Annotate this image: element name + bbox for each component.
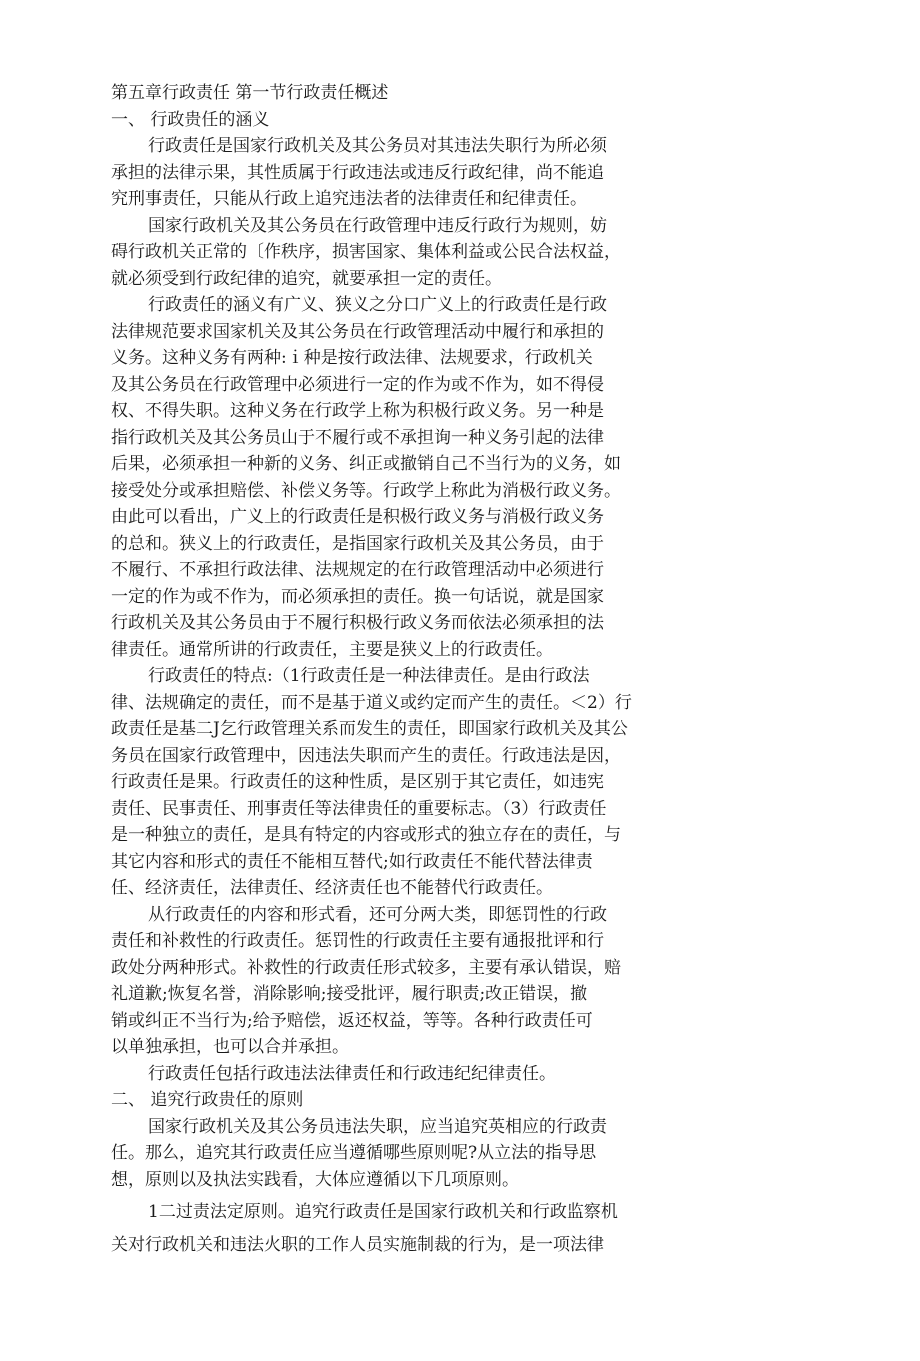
text-line: 行政责任的涵义有广义、狭义之分口广义上的行政责任是行政 [148,295,607,315]
text-line: 国家行政机关及其公务员违法失职，应当追究英相应的行政责 [148,1116,607,1137]
text-line: 一、 行政贵任的涵义 [111,109,270,130]
text-line: 是一种独立的责任，是具有特定的内容或形式的独立存在的责任，与 [111,825,621,845]
text-line: 其它内容和形式的责任不能相互替代;如行政责任不能代替法律责 [111,851,593,872]
text-line: 行政责任的特点:（1行政责任是一种法律责任。是由行政法 [148,666,590,686]
text-line: 1二过责法定原则。追究行政责任是国家行政机关和行政监察机 [148,1202,618,1222]
document-page [111,80,671,1258]
text-line: 国家行政机关及其公务员在行政管理中违反行政行为规则，妨 [148,215,607,236]
text-line: 行政责任是果。行政责任的这种性质，是区别于其它责任，如违宪 [111,772,604,792]
text-line: 碍行政机关正常的〔作秩序，损害国家、集体利益或公民合法权益， [111,242,621,262]
text-line: 二、 追究行政贵任的原则 [111,1090,304,1110]
text-line: 一定的作为或不作为，而必须承担的责任。换一句话说，就是国家 [111,586,604,607]
text-line: 责任、民事责任、刑事责任等法律贵任的重要标志。（3）行政责任 [111,798,607,819]
text-line: 行政机关及其公务员由于不履行积极行政义务而依法必须承担的法 [111,613,604,633]
text-line: 承担的法律示果，其性质属于行政违法或违反行政纪律，尚不能追 [111,162,604,183]
text-line: 究刑事责任，只能从行政上追究违法者的法律责任和纪律责任。 [111,189,587,209]
text-line: 指行政机关及其公务员山于不履行或不承担询一种义务引起的法律 [111,427,604,448]
text-line: 不履行、不承担行政法律、法规规定的在行政管理活动中必须进行 [111,560,604,580]
chapter-title: 第五章行政责任 第一节行政责任概述 [111,83,389,103]
text-line: 以单独承担，也可以合并承担。 [111,1037,349,1057]
text-line: 行政责任是国家行政机关及其公务员对其违法失职行为所必须 [148,136,607,156]
text-line: 任。那么，追究其行政责任应当遵循哪些原则呢?从立法的指导思 [111,1143,597,1163]
text-line: 及其公务员在行政管理中必须进行一定的作为或不作为，如不得侵 [111,374,604,395]
text-line: 务员在国家行政管理中，因违法失职而产生的责任。行政违法是因， [111,745,621,766]
text-line: 由此可以看出，广义上的行政责任是积极行政义务与消极行政义务 [111,507,604,527]
text-line: 行政责任包括行政违法法律责任和行政违纪纪律责任。 [148,1063,556,1084]
text-line: 想，原则以及执法实践看，大体应遵循以下几项原则。 [111,1169,519,1190]
text-line: 就必须受到行政纪律的追究，就要承担一定的责任。 [111,268,502,289]
text-line: 法律规范要求国家机关及其公务员在行政管理活动中履行和承担的 [111,321,604,342]
text-line: 任、经济责任，法律责任、经济责任也不能替代行政责任。 [111,878,553,898]
text-line: 政责任是基二J乞行政管理关系而发生的责任，即国家行政机关及其公 [111,719,628,739]
text-line: 的总和。狭义上的行政责任，是指国家行政机关及其公务员，由于 [111,533,604,554]
text-line: 接受处分或承担赔偿、补偿义务等。行政学上称此为消极行政义务。 [111,480,621,501]
text-line: 后果，必须承担一种新的义务、纠正或撤销自己不当行为的义务，如 [111,454,621,474]
text-line: 责任和补救性的行政责任。惩罚性的行政责任主要有通报批评和行 [111,931,604,951]
text-line: 律责任。通常所讲的行政责任，主要是狭义上的行政责任。 [111,639,553,660]
text-line: 权、不得失职。这种义务在行政学上称为积极行政义务。另一种是 [111,401,604,421]
text-line: 政处分两种形式。补救性的行政责任形式较多，主要有承认错误，赔 [111,957,621,978]
text-line: 义务。这种义务有两种:ｉ种是按行政法律、法规要求，行政机关 [111,348,593,368]
text-line: 关对行政机关和违法火职的工作人员实施制裁的行为，是一项法律 [111,1234,604,1255]
text-line: 销或纠正不当行为;给予赔偿，返还权益，等等。各种行政责任可 [111,1010,593,1031]
text-line: 从行政责任的内容和形式看，还可分两大类，即惩罚性的行政 [148,904,607,925]
text-line: 礼道歉;恢复名誉，消除影响;接受批评，履行职责;改正错误，撤 [111,984,588,1004]
text-line: 律、法规确定的责任，而不是基于道义或约定而产生的责任。＜2）行 [111,692,632,713]
